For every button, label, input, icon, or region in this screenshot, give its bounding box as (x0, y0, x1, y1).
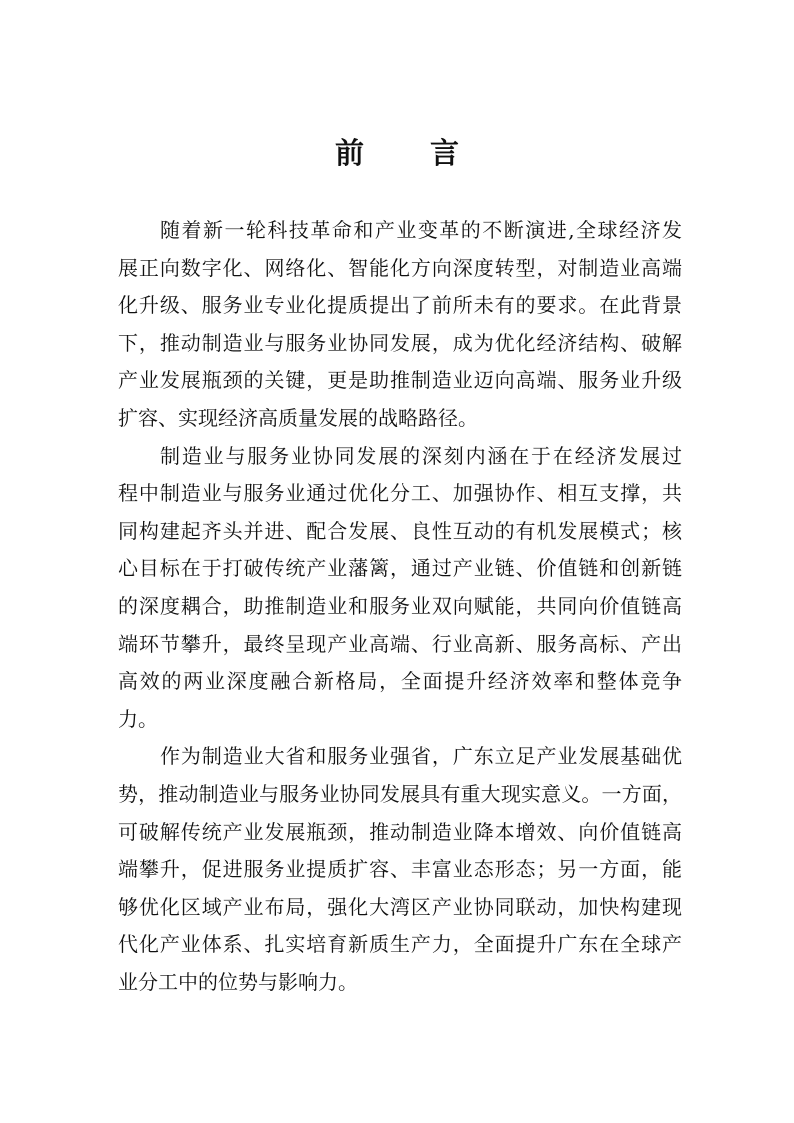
text-line: 端攀升，促进服务业提质扩容、丰富业态形态；另一方面，能 (118, 857, 682, 882)
text-line: 势，推动制造业与服务业协同发展具有重大现实意义。一方面， (118, 781, 682, 806)
text-line: 程中制造业与服务业通过优化分工、加强协作、相互支撑，共 (118, 481, 682, 506)
text-line: 够优化区域产业布局，强化大湾区产业协同联动，加快构建现 (118, 894, 682, 919)
text-line: 业分工中的位势与影响力。 (118, 969, 358, 994)
paragraph-2 (118, 438, 682, 739)
text-line: 高效的两业深度融合新格局，全面提升经济效率和整体竞争 (118, 669, 682, 694)
text-line: 同构建起齐头并进、配合发展、良性互动的有机发展模式；核 (118, 518, 682, 543)
text-line: 代化产业体系、扎实培育新质生产力，全面提升广东在全球产 (118, 932, 682, 957)
paragraph-1 (118, 212, 682, 438)
page-title: 前 言 (334, 136, 488, 170)
text-line: 随着新一轮科技革命和产业变革的不断演进,全球经济发 (160, 218, 682, 242)
text-line: 展正向数字化、网络化、智能化方向深度转型，对制造业高端 (118, 255, 682, 280)
document-body (118, 212, 682, 1001)
text-line: 可破解传统产业发展瓶颈，推动制造业降本增效、向价值链高 (118, 819, 682, 844)
text-line: 心目标在于打破传统产业藩篱，通过产业链、价值链和创新链 (118, 556, 682, 581)
text-line: 制造业与服务业协同发展的深刻内涵在于在经济发展过 (160, 443, 682, 468)
text-line: 力。 (118, 706, 158, 731)
text-line: 产业发展瓶颈的关键，更是助推制造业迈向高端、服务业升级 (118, 368, 682, 393)
text-line: 作为制造业大省和服务业强省，广东立足产业发展基础优 (160, 744, 682, 769)
text-line: 下，推动制造业与服务业协同发展，成为优化经济结构、破解 (118, 330, 682, 355)
text-line: 的深度耦合，助推制造业和服务业双向赋能，共同向价值链高 (118, 593, 682, 618)
text-line: 化升级、服务业专业化提质提出了前所未有的要求。在此背景 (118, 293, 682, 318)
text-line: 扩容、实现经济高质量发展的战略路径。 (118, 405, 478, 430)
paragraph-3 (118, 738, 682, 1001)
text-line: 端环节攀升，最终呈现产业高端、行业高新、服务高标、产出 (118, 631, 682, 656)
